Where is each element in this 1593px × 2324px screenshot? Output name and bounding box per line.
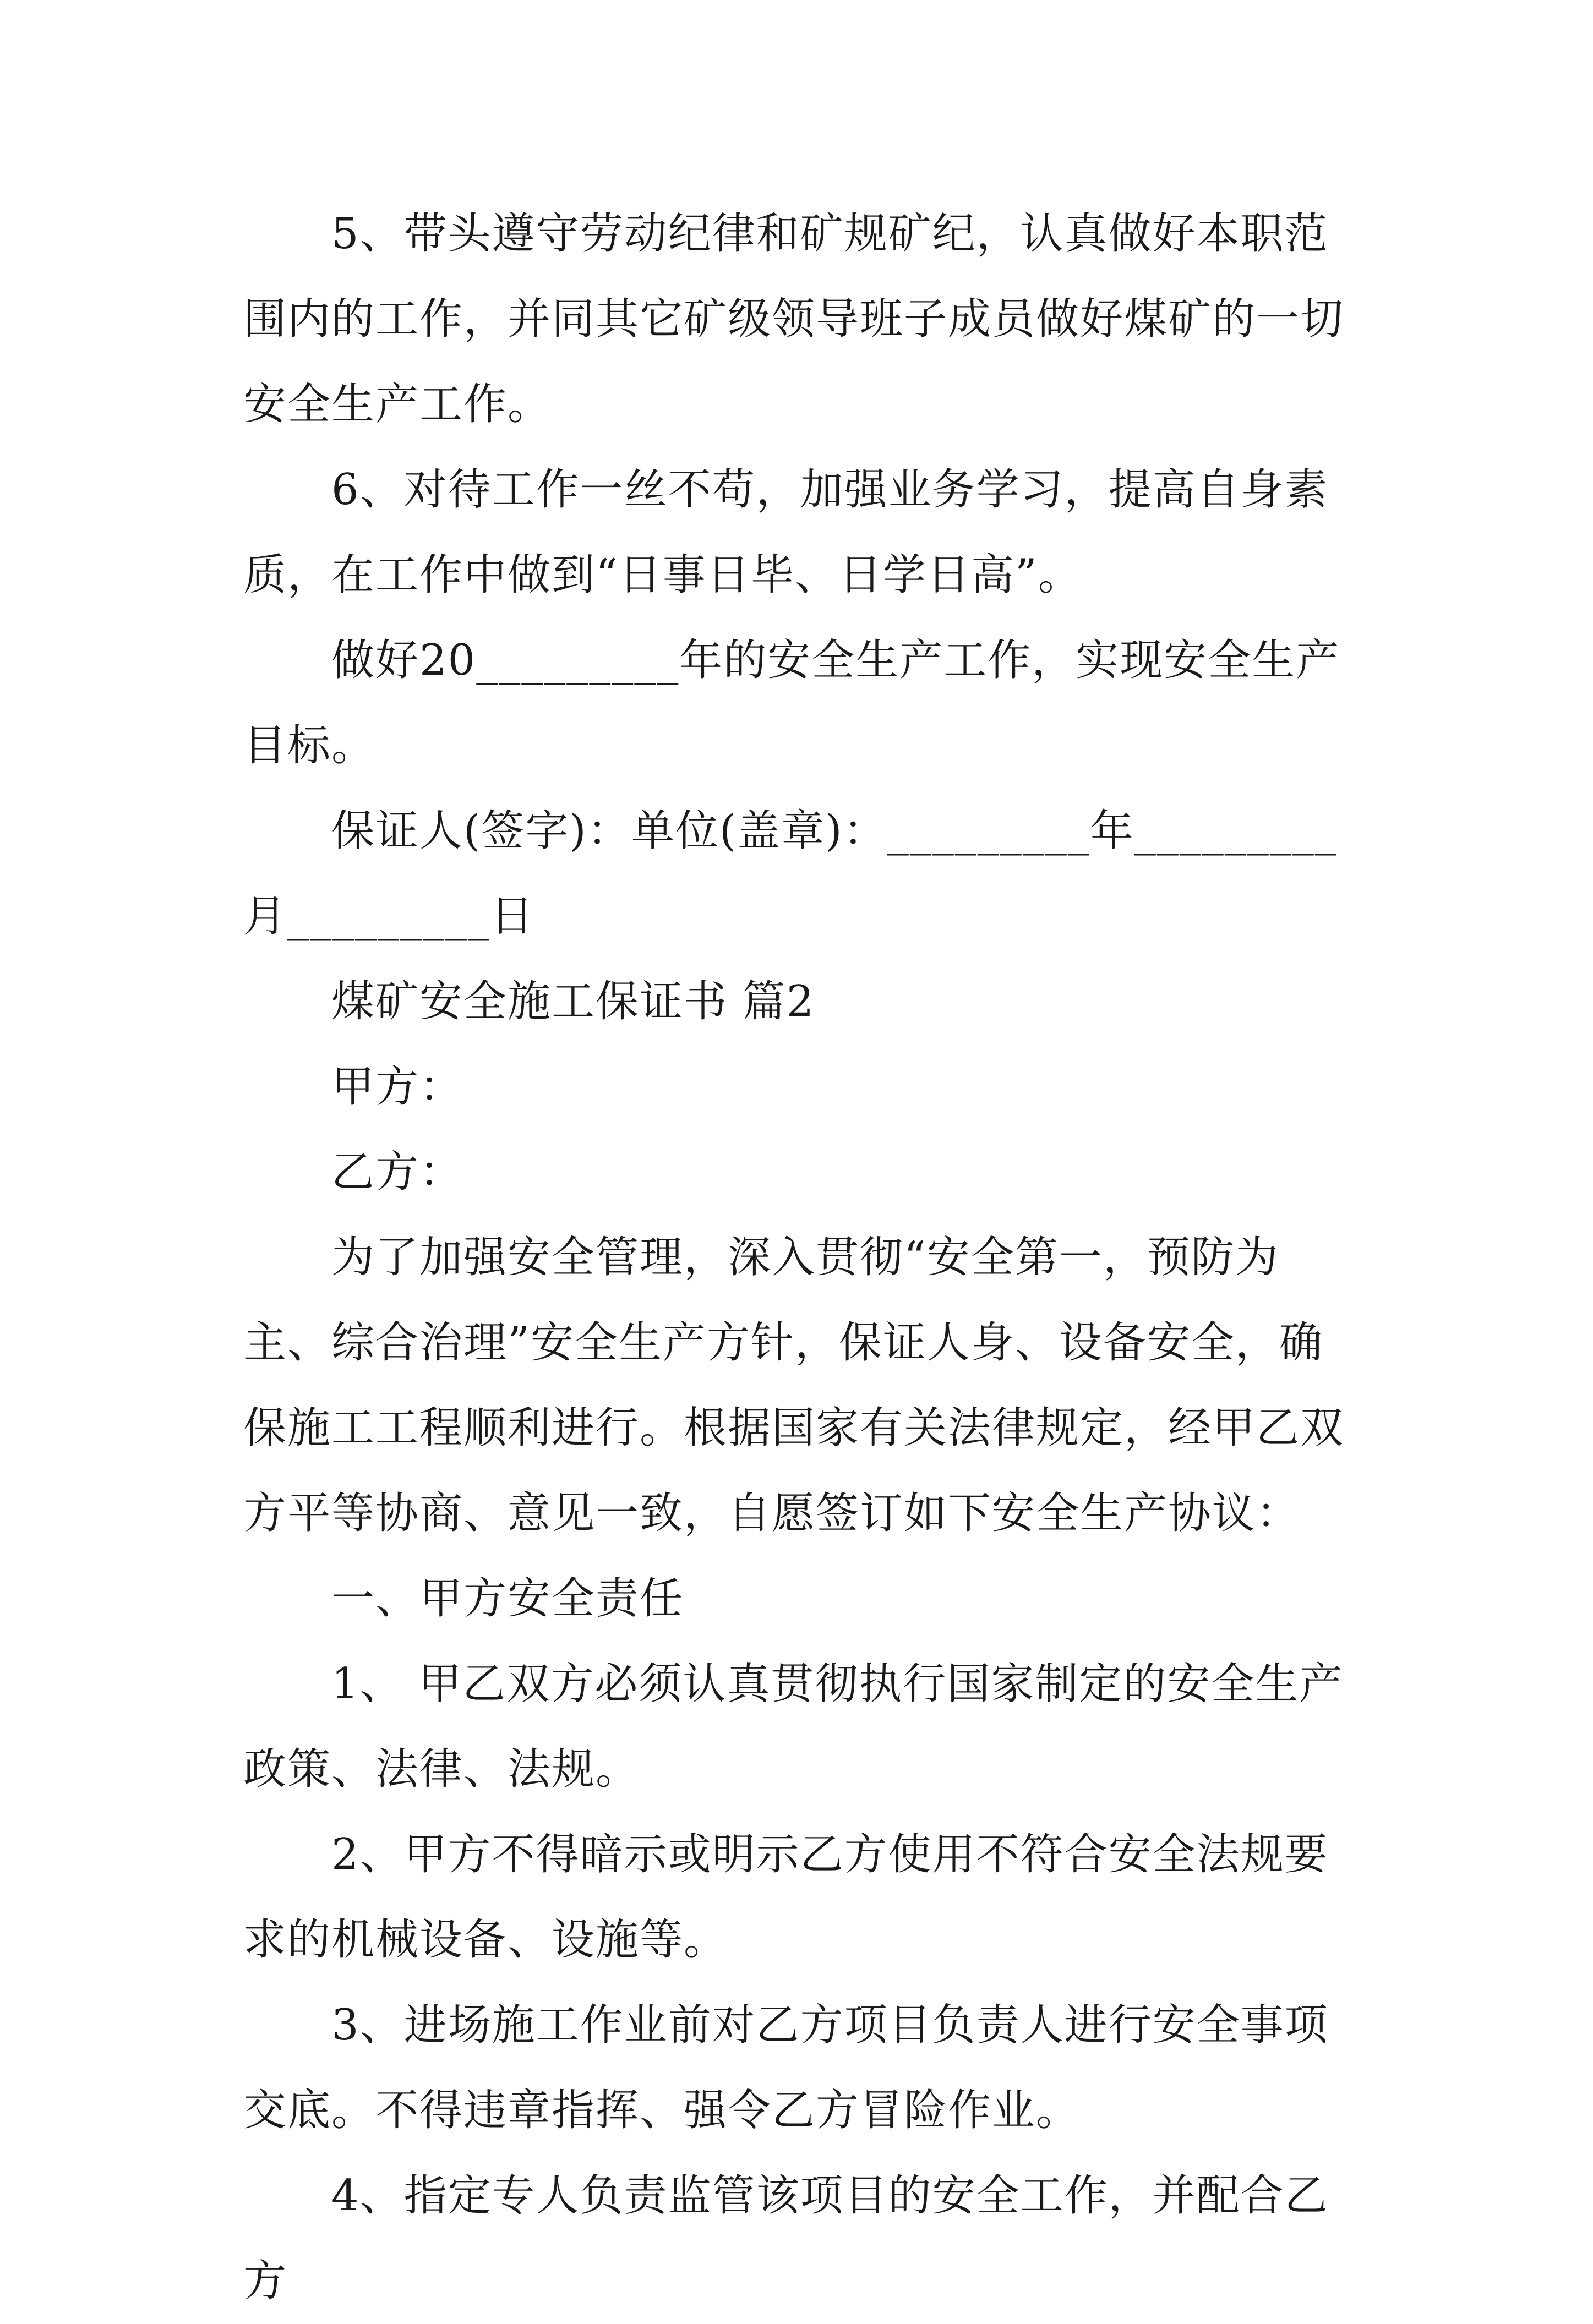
- party-a-line: 甲方：: [331, 1062, 464, 1112]
- clause-4: 4、指定专人负责监管该项目的安全工作，并配合乙方: [243, 2171, 1329, 2306]
- paragraph-item-5: 5、带头遵守劳动纪律和矿规矿纪，认真做好本职范围内的工作，并同其它矿级领导班子成员做好煤矿的一切安全生产工作。: [243, 209, 1345, 429]
- clause-2: 2、甲方不得暗示或明示乙方使用不符合安全法规要求的机械设备、设施等。: [243, 1830, 1329, 1965]
- clause-3: 3、进场施工作业前对乙方项目负责人进行安全事项交底。不得违章指挥、强令乙方冒险作业。: [243, 2000, 1329, 2135]
- paragraph-target: 做好20_________年的安全生产工作，实现安全生产目标。: [243, 636, 1340, 770]
- clause-1: 1、 甲乙双方必须认真贯彻执行国家制定的安全生产政策、法律、法规。: [243, 1659, 1344, 1794]
- paragraph-item-6: 6、对待工作一丝不苟，加强业务学习，提高自身素质，在工作中做到“日事日毕、日学日高”。: [243, 465, 1329, 600]
- heading-party-a-responsibility: 一、甲方安全责任: [331, 1574, 684, 1623]
- agreement-intro: 为了加强安全管理，深入贯彻“安全第一，预防为主、综合治理”安全生产方针，保证人身、设备安全，确保施工工程顺利进行。根据国家有关法律规定，经甲乙双方平等协商、意见一致，自愿签订如下安全生产协议：: [243, 1233, 1345, 1538]
- signature-line: 保证人(签字)：单位(盖章)：_________年_________月_________日: [243, 806, 1338, 941]
- party-b-line: 乙方：: [331, 1147, 464, 1197]
- document-body: [243, 192, 1361, 2324]
- section-title: 煤矿安全施工保证书 篇2: [331, 977, 815, 1026]
